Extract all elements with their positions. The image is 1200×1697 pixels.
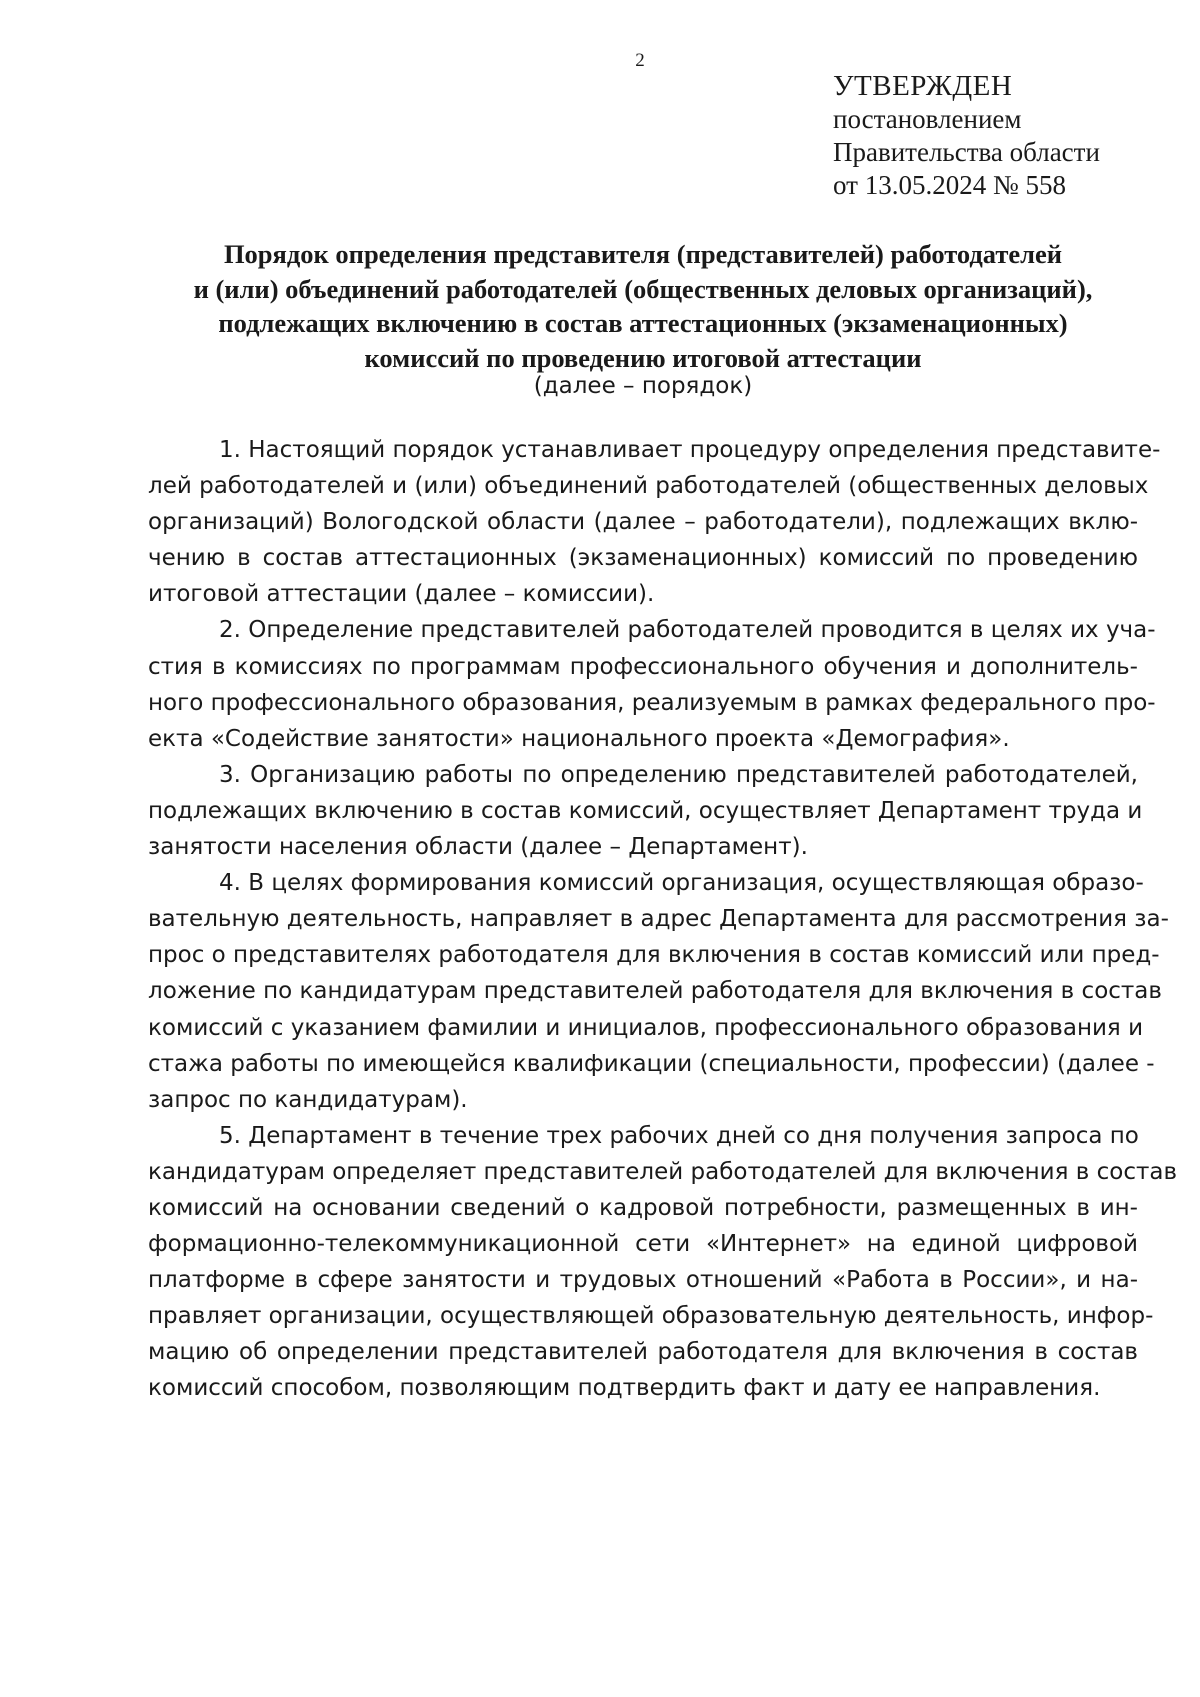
paragraph-line: стия в комиссиях по программам профессионального обучения и дополнитель- bbox=[148, 653, 1138, 680]
paragraph-line: прос о представителях работодателя для включения в состав комиссий или пред- bbox=[148, 942, 1160, 969]
paragraph-line: правляет организации, осуществляющей образовательную деятельность, инфор- bbox=[148, 1303, 1154, 1330]
paragraph-5 bbox=[148, 1118, 1178, 1407]
paragraph-line: екта «Содействие занятости» национального проекта «Демография». bbox=[148, 725, 1010, 752]
title-line: комиссий по проведению итоговой аттестации bbox=[364, 342, 922, 373]
paragraph-line: комиссий на основании сведений о кадровой потребности, размещенных в ин- bbox=[148, 1194, 1138, 1221]
document-body bbox=[148, 432, 1178, 1407]
paragraph-line: 4. В целях формирования комиссий организация, осуществляющая образо- bbox=[219, 870, 1144, 897]
paragraph-line: организаций) Вологодской области (далее – работодатели), подлежащих вклю- bbox=[148, 509, 1138, 536]
paragraph-line: занятости населения области (далее – Департамент). bbox=[148, 834, 808, 861]
approval-by-resolution: постановлением bbox=[833, 104, 1022, 134]
paragraph-line: 3. Организацию работы по определению представителей работодателей, bbox=[219, 761, 1138, 788]
paragraph-line: вательную деятельность, направляет в адрес Департамента для рассмотрения за- bbox=[148, 906, 1169, 933]
approval-stamp bbox=[833, 70, 1100, 202]
paragraph-line: 2. Определение представителей работодателей проводится в целях их уча- bbox=[219, 617, 1156, 644]
paragraph-line: комиссий способом, позволяющим подтвердить факт и дату ее направления. bbox=[148, 1375, 1101, 1402]
paragraph-4 bbox=[148, 865, 1169, 1118]
paragraph-line: подлежащих включению в состав комиссий, осуществляет Департамент труда и bbox=[148, 797, 1143, 824]
paragraph-line: формационно-телекоммуникационной сети «Интернет» на единой цифровой bbox=[148, 1231, 1138, 1258]
document-subtitle: (далее – порядок) bbox=[533, 373, 753, 399]
paragraph-line: кандидатурам определяет представителей работодателей для включения в состав bbox=[148, 1158, 1178, 1185]
title-line: Порядок определения представителя (представителей) работодателей bbox=[223, 239, 1063, 269]
title-line: подлежащих включению в состав аттестационных (экзаменационных) bbox=[218, 308, 1068, 338]
paragraph-line: чению в состав аттестационных (экзаменационных) комиссий по проведению bbox=[148, 545, 1138, 572]
page-number: 2 bbox=[635, 50, 645, 71]
paragraph-line: ного профессионального образования, реализуемым в рамках федерального про- bbox=[148, 689, 1156, 716]
paragraph-line: лей работодателей и (или) объединений работодателей (общественных деловых bbox=[148, 473, 1149, 500]
approval-government: Правительства области bbox=[833, 137, 1100, 167]
paragraph-line: 1. Настоящий порядок устанавливает процедуру определения представите- bbox=[219, 437, 1161, 463]
paragraph-1 bbox=[148, 432, 1161, 612]
paragraph-line: стажа работы по имеющейся квалификации (специальности, профессии) (далее - bbox=[148, 1050, 1155, 1077]
document-title bbox=[148, 237, 1138, 375]
paragraph-line: 5. Департамент в течение трех рабочих дней со дня получения запроса по bbox=[219, 1122, 1139, 1149]
paragraph-line: итоговой аттестации (далее – комиссии). bbox=[148, 581, 655, 608]
approval-date-number: от 13.05.2024 № 558 bbox=[833, 170, 1066, 200]
paragraph-line: запрос по кандидатурам). bbox=[148, 1086, 468, 1113]
approval-approved: УТВЕРЖДЕН bbox=[833, 70, 1013, 102]
paragraph-line: комиссий с указанием фамилии и инициалов, профессионального образования и bbox=[148, 1014, 1144, 1041]
paragraph-line: ложение по кандидатурам представителей работодателя для включения в состав bbox=[148, 978, 1162, 1005]
paragraph-line: платформе в сфере занятости и трудовых отношений «Работа в России», и на- bbox=[148, 1267, 1138, 1294]
paragraph-3 bbox=[148, 757, 1143, 865]
paragraph-2 bbox=[148, 612, 1156, 756]
paragraph-line: мацию об определении представителей работодателя для включения в состав bbox=[148, 1339, 1138, 1366]
title-line: и (или) объединений работодателей (общественных деловых организаций), bbox=[193, 273, 1093, 304]
